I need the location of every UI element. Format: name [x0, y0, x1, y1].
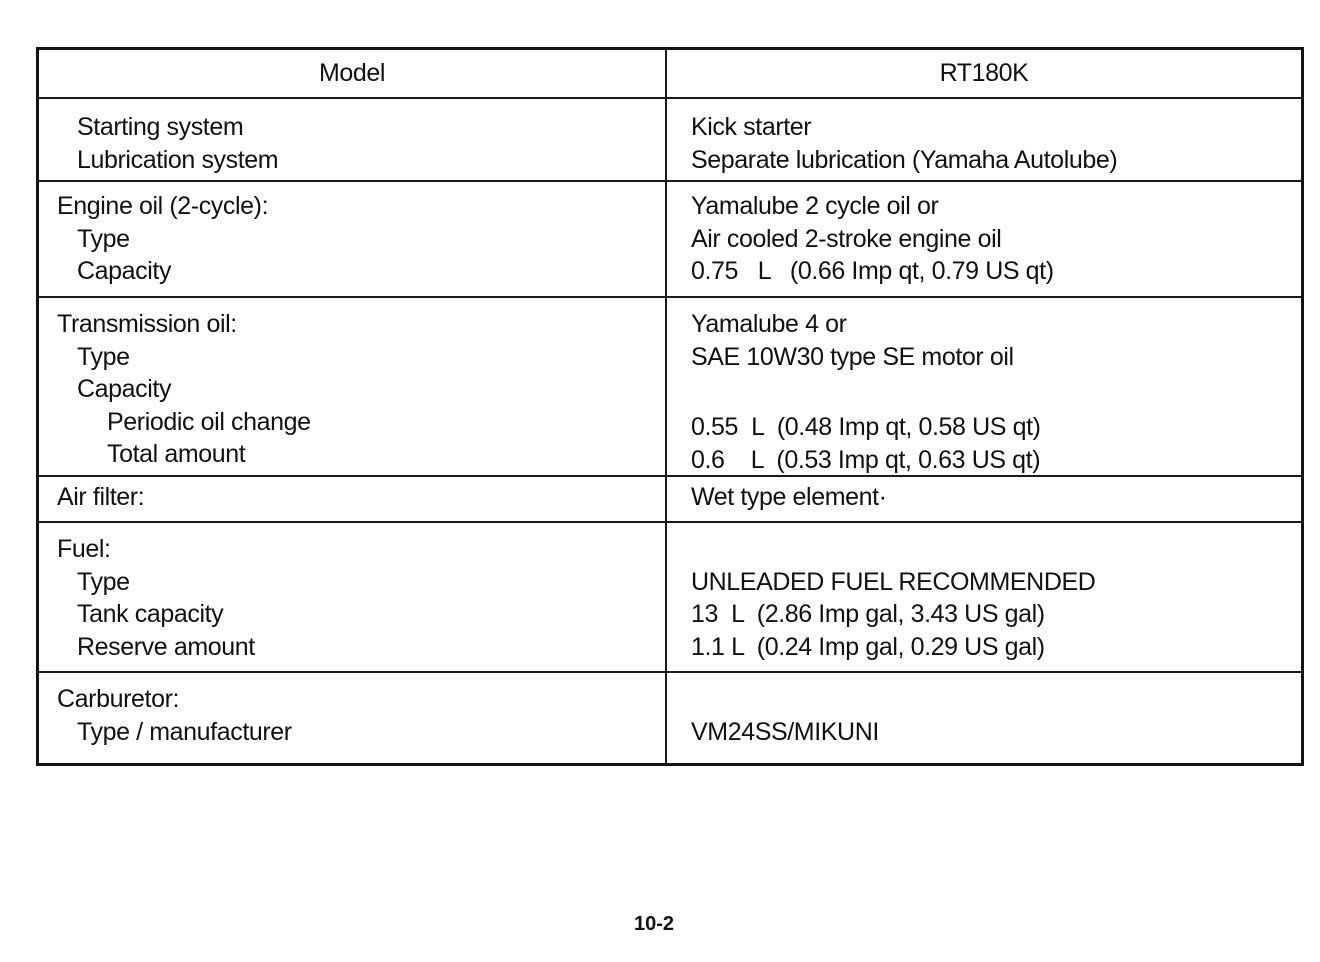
page-number: 10-2: [633, 913, 675, 935]
label-carburetor: Carburetor:: [57, 685, 180, 713]
value-periodic-oil-change: 0.55 L (0.48 Imp qt, 0.58 US qt): [691, 413, 1041, 441]
header-model-label: Model: [39, 50, 667, 97]
value-tank-capacity: 13 L (2.86 Imp gal, 3.43 US gal): [691, 600, 1045, 628]
value-transmission-oil-type-2: SAE 10W30 type SE motor oil: [691, 342, 1014, 371]
label-total-amount: Total amount: [107, 440, 246, 468]
spacer: [691, 373, 1301, 411]
label-carburetor-type-manufacturer: Type / manufacturer: [77, 717, 292, 746]
row-value-cell: [667, 99, 1301, 180]
spacer: [691, 533, 1301, 566]
label-air-filter: Air filter:: [57, 483, 145, 511]
value-total-amount: 0.6 L (0.53 Imp qt, 0.63 US qt): [691, 445, 1041, 474]
table-row-air-filter: [39, 475, 1301, 521]
label-transmission-oil-capacity: Capacity: [77, 375, 172, 403]
label-fuel: Fuel:: [57, 535, 111, 563]
label-starting-system: Starting system: [77, 113, 244, 141]
row-value-cell: [667, 673, 1301, 763]
label-engine-oil: Engine oil (2-cycle):: [57, 192, 269, 220]
header-model-value: RT180K: [939, 59, 1029, 88]
row-label-cell: [39, 182, 667, 296]
value-air-filter: Wet type element·: [691, 483, 887, 511]
value-fuel-type: UNLEADED FUEL RECOMMENDED: [691, 567, 1096, 596]
value-engine-oil-capacity: 0.75 L (0.66 Imp qt, 0.79 US qt): [691, 257, 1054, 285]
row-value-cell: [667, 477, 1301, 521]
row-value-cell: [667, 182, 1301, 296]
specifications-table: [36, 47, 1304, 766]
row-label-cell: [39, 523, 667, 671]
table-header-row: [39, 50, 1301, 97]
label-reserve-amount: Reserve amount: [77, 632, 255, 661]
value-carburetor-type-manufacturer: VM24SS/MIKUNI: [691, 717, 879, 746]
label-periodic-oil-change: Periodic oil change: [107, 407, 311, 436]
label-fuel-type: Type: [77, 567, 130, 596]
row-label-cell: [39, 673, 667, 763]
table-row-carburetor: [39, 671, 1301, 763]
row-label-cell: [39, 477, 667, 521]
value-reserve-amount: 1.1 L (0.24 Imp gal, 0.29 US gal): [691, 632, 1045, 661]
label-transmission-oil-type: Type: [77, 342, 130, 371]
value-engine-oil-type-2: Air cooled 2-stroke engine oil: [691, 224, 1002, 253]
row-label-cell: [39, 298, 667, 475]
label-engine-oil-capacity: Capacity: [77, 257, 172, 285]
value-lubrication-system: Separate lubrication (Yamaha Autolube): [691, 145, 1118, 174]
label-engine-oil-type: Type: [77, 224, 130, 253]
row-label-cell: [39, 99, 667, 180]
row-value-cell: [667, 523, 1301, 671]
value-transmission-oil-type-1: Yamalube 4 or: [691, 310, 847, 338]
value-engine-oil-type-1: Yamalube 2 cycle oil or: [691, 192, 939, 220]
label-transmission-oil: Transmission oil:: [57, 310, 237, 338]
table-row-fuel: [39, 521, 1301, 671]
label-tank-capacity: Tank capacity: [77, 600, 224, 628]
spacer: [691, 683, 1301, 716]
table-row-starting-lubrication: [39, 97, 1301, 180]
row-value-cell: [667, 298, 1301, 475]
table-row-engine-oil: [39, 180, 1301, 296]
label-lubrication-system: Lubrication system: [77, 145, 279, 174]
table-row-transmission-oil: [39, 296, 1301, 475]
value-starting-system: Kick starter: [691, 113, 812, 141]
